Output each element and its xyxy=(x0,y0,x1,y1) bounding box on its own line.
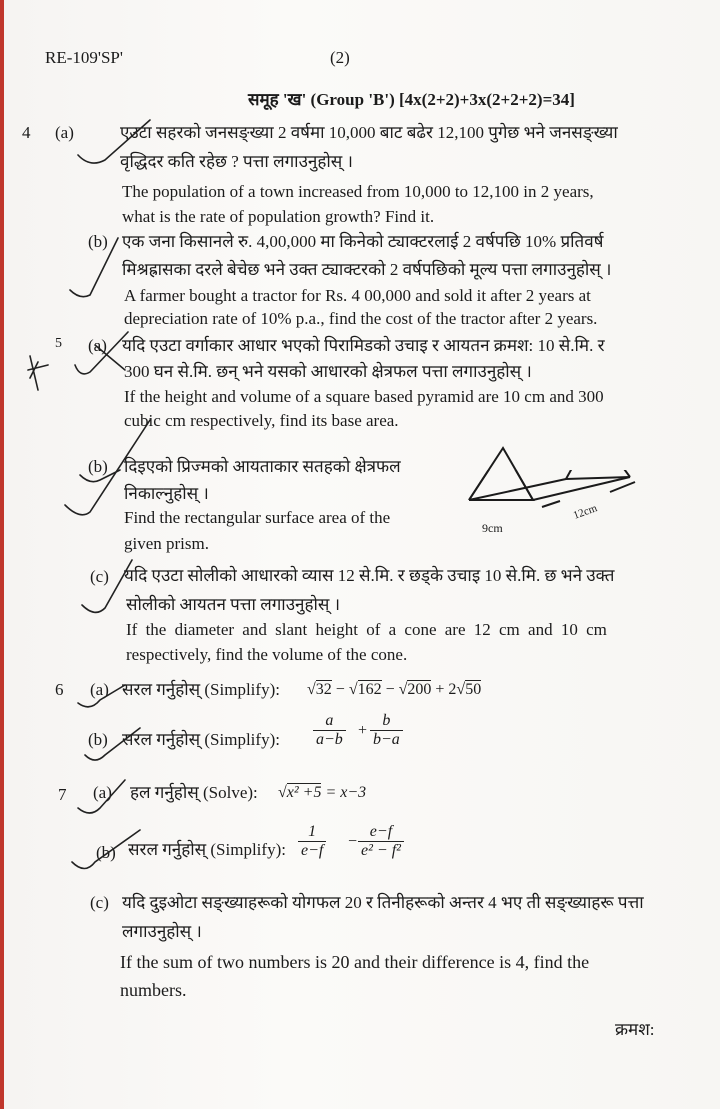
numerator: b xyxy=(382,712,391,729)
q7a-equation: √x² +5 = x−3 xyxy=(278,784,367,801)
q4b-line: A farmer bought a tractor for Rs. 4 00,000 and sold it after 2 years at xyxy=(124,286,591,305)
part-label: (b) xyxy=(88,730,108,749)
q4b-line: depreciation rate of 10% p.a., find the cost of the tractor after 2 years. xyxy=(124,309,598,328)
denominator: e−f xyxy=(298,841,326,860)
sqrt-sign: √ xyxy=(398,681,408,698)
q7c-line: numbers. xyxy=(120,980,187,1000)
operator: − xyxy=(348,833,358,850)
fraction xyxy=(370,712,403,749)
q5c-line: If the diameter and slant height of a cone are 12 cm and 10 cm xyxy=(126,620,607,639)
numerator: e−f xyxy=(369,823,393,840)
q5c-line: यदि एउटा सोलीको आधारको व्यास 12 से.मि. र छड्के उचाइ 10 से.मि. छ भने उक्त xyxy=(124,566,615,585)
q5b-line: given prism. xyxy=(124,534,209,553)
page-edge xyxy=(0,0,4,1109)
part-label: (c) xyxy=(90,567,109,586)
part-label: (a) xyxy=(90,680,109,699)
numerator: 1 xyxy=(308,823,317,840)
q5a-line: 300 घन से.मि. छन् भने यसको आधारको क्षेत्रफल पत्ता लगाउनुहोस् । xyxy=(124,362,532,381)
fraction xyxy=(298,823,326,860)
q4b-line: एक जना किसानले रु. 4,00,000 मा किनेको ट्याक्टरलाई 2 वर्षपछि 10% प्रतिवर्ष xyxy=(122,232,604,251)
q5a-line: यदि एउटा वर्गाकार आधार भएको पिरामिडको उचाइ र आयतन क्रमश: 10 से.मि. र xyxy=(122,336,605,355)
q7c-line: यदि दुइओटा सङ्ख्याहरूको योगफल 20 र तिनीहरूको अन्तर 4 भए ती सङ्ख्याहरू पत्ता xyxy=(122,893,644,912)
radicand: 50 xyxy=(465,681,482,698)
q5c-line: respectively, find the volume of the cone. xyxy=(126,645,408,664)
sqrt-sign: √ xyxy=(307,681,316,698)
radicand: x² +5 xyxy=(286,784,322,801)
q7c-line: If the sum of two numbers is 20 and their difference is 4, find the xyxy=(120,952,590,972)
q4a-line: what is the rate of population growth? Find it. xyxy=(122,207,435,226)
question-number: 6 xyxy=(55,680,64,699)
q7a-text: हल गर्नुहोस् (Solve): xyxy=(130,783,258,802)
q7b-text: सरल गर्नुहोस् (Simplify): xyxy=(128,840,286,859)
group-heading: समूह 'ख' (Group 'B') [4x(2+2)+3x(2+2+2)=34] xyxy=(248,90,575,109)
prism-figure-top xyxy=(460,470,461,471)
part-label: (a) xyxy=(88,336,107,355)
sqrt-sign: √ xyxy=(348,681,358,698)
radicand: 32 xyxy=(315,681,332,698)
operator: − xyxy=(385,681,395,698)
numerator: a xyxy=(325,712,334,729)
q5a-line: cubic cm respectively, find its base area. xyxy=(124,411,399,430)
part-label: (b) xyxy=(88,232,108,251)
q6a-text: सरल गर्नुहोस् (Simplify): xyxy=(122,680,280,699)
q4b-line: मिश्रह्रासका दरले बेचेछ भने उक्त ट्याक्टरको 2 वर्षपछिको मूल्य पत्ता लगाउनुहोस् । xyxy=(122,260,612,279)
q4a-line: The population of a town increased from 10,000 to 12,100 in 2 years, xyxy=(122,182,594,201)
radicand: 200 xyxy=(407,681,432,698)
q6b-text: सरल गर्नुहोस् (Simplify): xyxy=(122,730,280,749)
continued-label: क्रमश: xyxy=(615,1020,655,1039)
paper-code: RE-109'SP' xyxy=(45,48,123,67)
equation-rhs: = x−3 xyxy=(325,784,367,801)
part-label: (c) xyxy=(90,893,109,912)
q5b-line: दिइएको प्रिज्मको आयताकार सतहको क्षेत्रफल xyxy=(124,457,401,476)
fraction xyxy=(358,823,404,860)
operator: + xyxy=(358,722,368,739)
prism-length-label: 12cm xyxy=(571,502,599,522)
part-label: (b) xyxy=(96,843,116,862)
q5b-line: Find the rectangular surface area of the xyxy=(124,508,391,527)
q4a-line: वृद्धिदर कति रहेछ ? पत्ता लगाउनुहोस् । xyxy=(120,152,353,171)
prism-base-label: 9cm xyxy=(482,521,503,535)
denominator: e² − f² xyxy=(358,841,404,860)
q5c-line: सोलीको आयतन पत्ता लगाउनुहोस् । xyxy=(126,595,341,614)
page-number: (2) xyxy=(330,48,350,67)
part-label: (a) xyxy=(55,123,74,142)
denominator: a−b xyxy=(313,730,346,749)
operator: − xyxy=(335,681,345,698)
question-number: 7 xyxy=(58,785,67,804)
denominator: b−a xyxy=(370,730,403,749)
q6a-expression xyxy=(307,680,481,700)
question-number: 5 xyxy=(55,336,62,351)
operator: + 2√ xyxy=(435,681,466,698)
q7c-line: लगाउनुहोस् । xyxy=(122,922,202,941)
fraction xyxy=(313,712,346,749)
part-label: (b) xyxy=(88,457,108,476)
q5a-line: If the height and volume of a square based pyramid are 10 cm and 300 xyxy=(124,387,604,406)
q4a-line: एउटा सहरको जनसङ्ख्या 2 वर्षमा 10,000 बाट बढेर 12,100 पुगेछ भने जनसङ्ख्या xyxy=(120,123,618,142)
question-number: 4 xyxy=(22,123,31,142)
q5b-line: निकाल्नुहोस् । xyxy=(124,484,209,503)
radicand: 162 xyxy=(357,681,382,698)
part-label: (a) xyxy=(93,783,112,802)
